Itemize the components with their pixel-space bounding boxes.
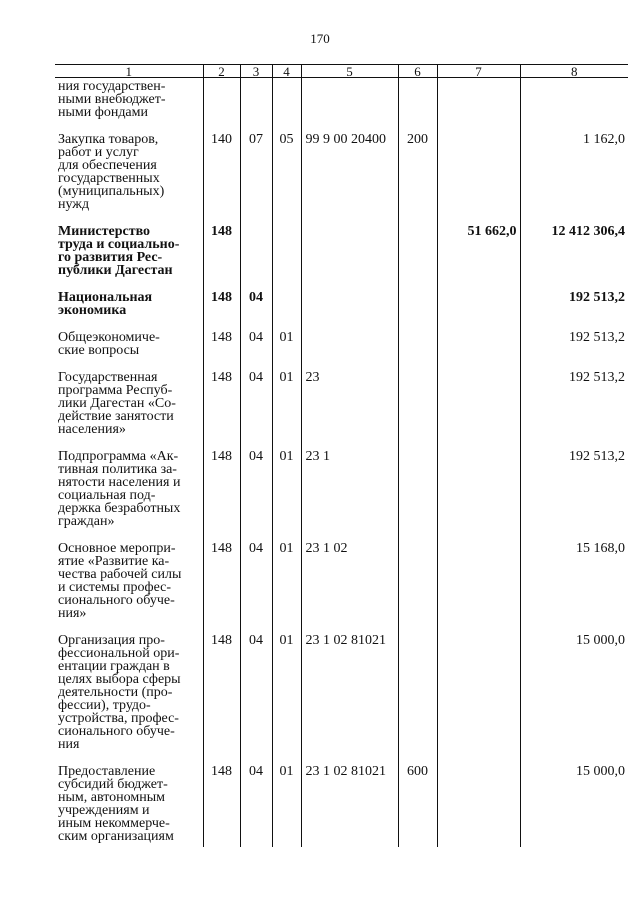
expense-type-code: [398, 225, 437, 291]
target-article-code: [301, 331, 398, 371]
ministry-code: 148: [203, 542, 240, 634]
expense-type-code: [398, 291, 437, 331]
amount-col-8: 15 000,0: [520, 765, 628, 843]
table-row: [55, 765, 628, 843]
amount-col-8: 192 513,2: [520, 371, 628, 450]
amount-col-7: [437, 291, 520, 331]
spacer-cell: [437, 843, 520, 847]
amount-col-7: [437, 765, 520, 843]
ministry-code: [203, 78, 240, 134]
ministry-code: 148: [203, 371, 240, 450]
expense-type-code: 200: [398, 133, 437, 225]
section-code: 04: [240, 371, 272, 450]
amount-col-8: 15 168,0: [520, 542, 628, 634]
expense-type-code: [398, 542, 437, 634]
row-description: ния государствен- ными внебюджет- ными фондами: [55, 78, 203, 134]
row-description: Министерство труда и социально- го развития Рес- публики Дагестан: [55, 225, 203, 291]
ministry-code: 148: [203, 450, 240, 542]
budget-table: [55, 64, 628, 847]
amount-col-8: 192 513,2: [520, 331, 628, 371]
column-header: 8: [520, 65, 628, 78]
table-row: [55, 371, 628, 450]
table-row: [55, 291, 628, 331]
amount-col-7: [437, 78, 520, 134]
ministry-code: 148: [203, 765, 240, 843]
row-description: Организация про- фессиональной ори- ентации граждан в целях выбора сферы деятельности (про- фессии), трудо- устройства, профес- сионального обуче- ния: [55, 634, 203, 765]
target-article-code: [301, 78, 398, 134]
table-row: [55, 133, 628, 225]
subsection-code: 01: [272, 371, 301, 450]
expense-type-code: [398, 371, 437, 450]
spacer-cell: [272, 843, 301, 847]
target-article-code: 23 1 02: [301, 542, 398, 634]
section-code: 04: [240, 331, 272, 371]
amount-col-7: [437, 331, 520, 371]
column-header: 7: [437, 65, 520, 78]
amount-col-8: 192 513,2: [520, 291, 628, 331]
subsection-code: 05: [272, 133, 301, 225]
ministry-code: 140: [203, 133, 240, 225]
section-code: 04: [240, 450, 272, 542]
ministry-code: 148: [203, 225, 240, 291]
ministry-code: 148: [203, 634, 240, 765]
row-description: Предоставление субсидий бюджет- ным, автономным учреждениям и иным некоммерче- ским организациям: [55, 765, 203, 843]
spacer-cell: [398, 843, 437, 847]
amount-col-8: 1 162,0: [520, 133, 628, 225]
amount-col-8: 192 513,2: [520, 450, 628, 542]
expense-type-code: [398, 78, 437, 134]
subsection-code: [272, 78, 301, 134]
amount-col-7: [437, 450, 520, 542]
column-header: 1: [55, 65, 203, 78]
subsection-code: 01: [272, 765, 301, 843]
table-header-row: [55, 65, 628, 78]
target-article-code: [301, 225, 398, 291]
target-article-code: 23: [301, 371, 398, 450]
section-code: 07: [240, 133, 272, 225]
table-row: [55, 78, 628, 134]
expense-type-code: 600: [398, 765, 437, 843]
row-description: Национальная экономика: [55, 291, 203, 331]
spacer-cell: [203, 843, 240, 847]
spacer-cell: [240, 843, 272, 847]
row-description: Закупка товаров, работ и услуг для обеспечения государственных (муниципальных) нужд: [55, 133, 203, 225]
section-code: 04: [240, 765, 272, 843]
table-row: [55, 542, 628, 634]
ministry-code: 148: [203, 291, 240, 331]
subsection-code: 01: [272, 634, 301, 765]
column-header: 6: [398, 65, 437, 78]
subsection-code: 01: [272, 450, 301, 542]
subsection-code: [272, 291, 301, 331]
section-code: 04: [240, 291, 272, 331]
table-row: [55, 634, 628, 765]
section-code: [240, 78, 272, 134]
spacer-cell: [520, 843, 628, 847]
amount-col-7: [437, 634, 520, 765]
row-description: Общеэкономиче- ские вопросы: [55, 331, 203, 371]
amount-col-7: [437, 371, 520, 450]
expense-type-code: [398, 634, 437, 765]
subsection-code: 01: [272, 542, 301, 634]
target-article-code: 23 1: [301, 450, 398, 542]
column-header: 2: [203, 65, 240, 78]
table-row: [55, 225, 628, 291]
table-row: [55, 450, 628, 542]
amount-col-7: 51 662,0: [437, 225, 520, 291]
spacer-cell: [301, 843, 398, 847]
row-description: Подпрограмма «Ак- тивная политика за- нятости населения и социальная под- держка безработных граждан»: [55, 450, 203, 542]
column-header: 3: [240, 65, 272, 78]
section-code: [240, 225, 272, 291]
page-number: 170: [310, 31, 330, 46]
expense-type-code: [398, 331, 437, 371]
column-header: 5: [301, 65, 398, 78]
amount-col-8: 15 000,0: [520, 634, 628, 765]
row-description: Основное меропри- ятие «Развитие ка- чества рабочей силы и системы профес- сионального обуче- ния»: [55, 542, 203, 634]
subsection-code: 01: [272, 331, 301, 371]
expense-type-code: [398, 450, 437, 542]
amount-col-7: [437, 542, 520, 634]
amount-col-7: [437, 133, 520, 225]
ministry-code: 148: [203, 331, 240, 371]
amount-col-8: 12 412 306,4: [520, 225, 628, 291]
target-article-code: 23 1 02 81021: [301, 765, 398, 843]
target-article-code: 23 1 02 81021: [301, 634, 398, 765]
row-description: Государственная программа Респуб- лики Дагестан «Со- действие занятости населения»: [55, 371, 203, 450]
amount-col-8: [520, 78, 628, 134]
target-article-code: 99 9 00 20400: [301, 133, 398, 225]
target-article-code: [301, 291, 398, 331]
subsection-code: [272, 225, 301, 291]
section-code: 04: [240, 634, 272, 765]
table-row: [55, 331, 628, 371]
column-header: 4: [272, 65, 301, 78]
table-body: [55, 78, 628, 848]
section-code: 04: [240, 542, 272, 634]
